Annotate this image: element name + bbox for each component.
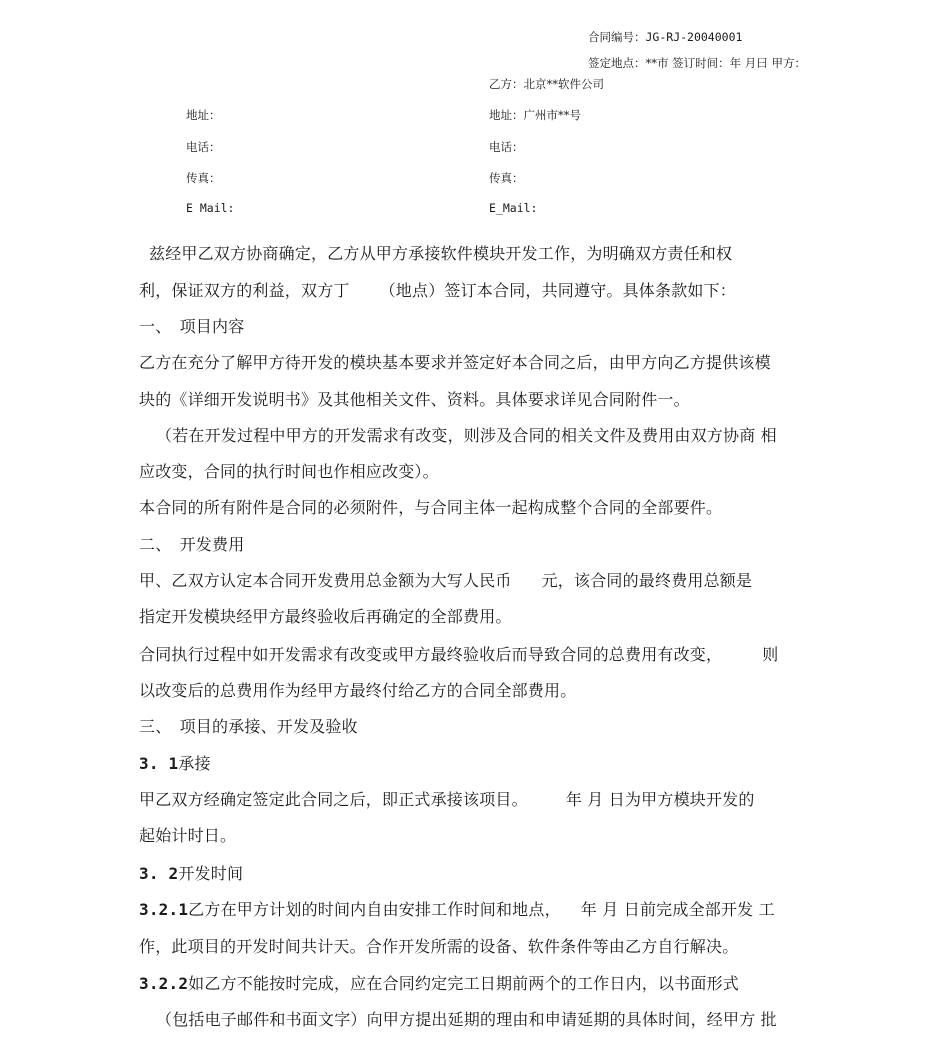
contract-number-label: 合同编号： bbox=[588, 30, 646, 44]
clause-3-2-2-text: 如乙方不能按时完成，应在合同约定完工日期前两个的工作日内，以书面形式 bbox=[188, 974, 739, 993]
subsection-3-2-heading bbox=[139, 864, 243, 884]
party-a-fax: 传真： bbox=[186, 171, 221, 185]
clause-3-2-2-number: 3.2.2 bbox=[139, 974, 189, 993]
section-1-paragraph-1-line-1: 乙方在充分了解甲方待开发的模块基本要求并签定好本合同之后，由甲方向乙方提供该模 bbox=[139, 353, 771, 372]
clause-3-2-2-line-2: （包括电子邮件和书面文字）向甲方提出延期的理由和申请延期的具体时间，经甲方 批 bbox=[156, 1010, 777, 1029]
subsection-3-1-line-2: 起始计时日。 bbox=[139, 826, 237, 845]
section-1-paragraph-2-line-1: （若在开发过程中甲方的开发需求有改变，则涉及合同的相关文件及费用由双方协商 相 bbox=[156, 426, 777, 445]
section-2-heading: 二、 开发费用 bbox=[139, 535, 245, 554]
party-b-fax: 传真： bbox=[489, 171, 524, 185]
fee-change-text-part-2: 则 bbox=[762, 645, 779, 664]
contract-number-value: JG-RJ-20040001 bbox=[645, 30, 743, 44]
section-1-paragraph-3: 本合同的所有附件是合同的必须附件，与合同主体一起构成整个合同的全部要件。 bbox=[139, 498, 723, 517]
clause-3-2-1-line-2: 作，此项目的开发时间共计天。合作开发所需的设备、软件条件等由乙方自行解决。 bbox=[139, 937, 739, 956]
section-3-heading: 三、 项目的承接、开发及验收 bbox=[139, 717, 358, 736]
subsection-3-2-number: 3. 2 bbox=[139, 864, 179, 883]
subsection-3-1-line-1 bbox=[139, 790, 755, 810]
intro-text-part-1: 利，保证双方的利益，双方丁 bbox=[139, 281, 350, 300]
subsection-3-1-title: 承接 bbox=[178, 754, 211, 773]
accept-text-part-2: 年 月 日为甲方模块开发的 bbox=[565, 790, 755, 809]
party-a-address: 地址： bbox=[186, 108, 221, 122]
intro-paragraph-line-2 bbox=[139, 281, 736, 301]
fee-text-part-1: 甲、乙双方认定本合同开发费用总金额为大写人民币 bbox=[139, 571, 512, 590]
party-b-email: E_Mail: bbox=[489, 201, 538, 215]
party-a-phone: 电话： bbox=[186, 140, 221, 154]
section-2-paragraph-1-line-1 bbox=[139, 571, 752, 591]
party-b-name: 乙方：北京**软件公司 bbox=[489, 77, 604, 91]
party-b-address: 地址：广州市**号 bbox=[489, 108, 581, 122]
party-b-phone: 电话： bbox=[489, 140, 524, 154]
section-1-paragraph-1-line-2: 块的《详细开发说明书》及其他相关文件、资料。具体要求详见合同附件一。 bbox=[139, 390, 690, 409]
sign-place-time-line: 签定地点：**市 签订时间：年 月曰 甲方： bbox=[588, 56, 806, 70]
clause-3-2-2-line-1 bbox=[139, 974, 739, 994]
clause-3-2-1-number: 3.2.1 bbox=[139, 900, 189, 919]
section-1-heading: 一、 项目内容 bbox=[139, 317, 245, 336]
contract-number bbox=[588, 30, 742, 44]
section-2-paragraph-2-line-2: 以改变后的总费用作为经甲方最终付给乙方的合同全部费用。 bbox=[139, 681, 577, 700]
section-2-paragraph-1-line-2: 指定开发模块经甲方最终验收后再确定的全部费用。 bbox=[139, 607, 512, 626]
intro-paragraph-line-1: 兹经甲乙双方协商确定，乙方从甲方承接软件模块开发工作，为明确双方责任和权 bbox=[149, 244, 733, 263]
accept-text-part-1: 甲乙双方经确定签定此合同之后，即正式承接该项目。 bbox=[139, 790, 528, 809]
section-1-paragraph-2-line-2: 应改变，合同的执行时间也作相应改变）。 bbox=[139, 462, 439, 481]
fee-text-part-2: 元，该合同的最终费用总额是 bbox=[541, 571, 753, 590]
intro-text-part-2: （地点）签订本合同，共同遵守。具体条款如下： bbox=[379, 281, 737, 300]
subsection-3-1-number: 3. 1 bbox=[139, 754, 179, 773]
clause-3-2-1-text-part-2: 年 月 日前完成全部开发 工 bbox=[580, 900, 775, 919]
party-a-email: E Mail: bbox=[186, 201, 235, 215]
fee-change-text-part-1: 合同执行过程中如开发需求有改变或甲方最终验收后而导致合同的总费用有改变， bbox=[139, 645, 723, 664]
subsection-3-1-heading bbox=[139, 754, 211, 774]
section-2-paragraph-2-line-1 bbox=[139, 645, 778, 665]
subsection-3-2-title: 开发时间 bbox=[178, 864, 244, 883]
clause-3-2-1-text-part-1: 乙方在甲方计划的时间内自由安排工作时间和地点， bbox=[188, 900, 561, 919]
clause-3-2-1-line-1 bbox=[139, 900, 775, 920]
